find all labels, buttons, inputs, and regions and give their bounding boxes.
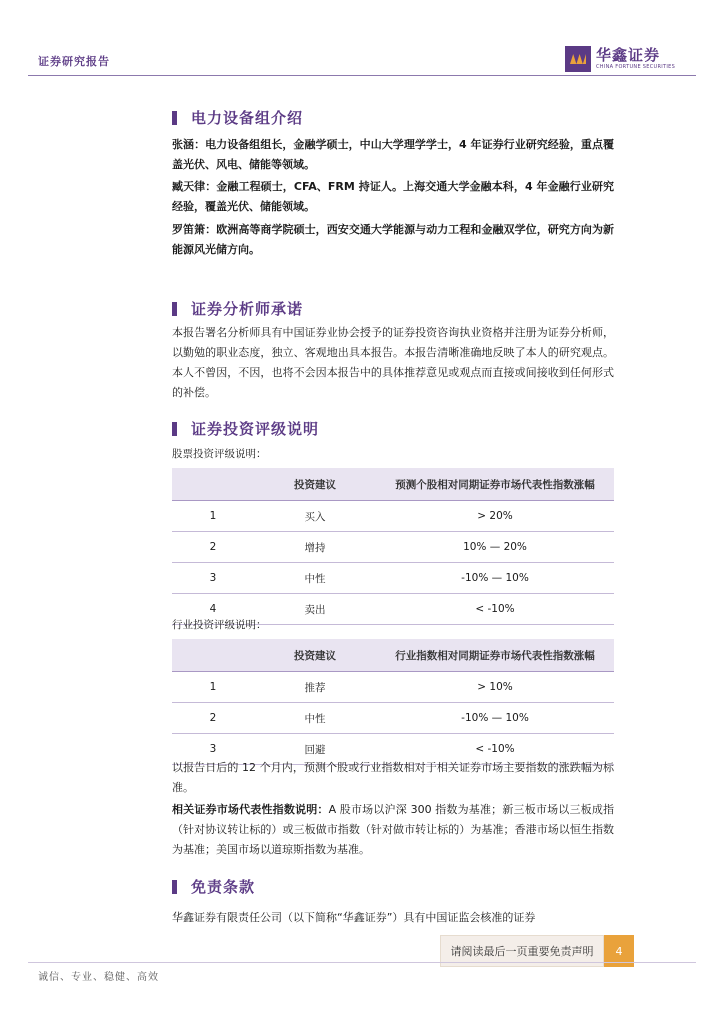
table-row: [172, 501, 614, 532]
section-disclaimer-heading: [172, 876, 255, 897]
section-commitment-heading: [172, 298, 303, 319]
column-header: 投资建议: [254, 639, 376, 672]
stock-rating-table: [172, 468, 614, 625]
table-cell: 买入: [254, 501, 376, 532]
index-explanation: [172, 800, 614, 860]
table-row: [172, 703, 614, 734]
report-type-title: 证券研究报告: [38, 55, 110, 68]
table-header-row: [172, 468, 614, 501]
column-header: 行业指数相对同期证券市场代表性指数涨幅: [376, 639, 614, 672]
index-explanation-label: 相关证券市场代表性指数说明：: [172, 803, 329, 816]
section-marker: [172, 302, 177, 316]
table-cell: 增持: [254, 532, 376, 563]
section-title: 免责条款: [191, 878, 256, 896]
industry-rating-label: 行业投资评级说明：: [172, 619, 267, 631]
disclaimer-text: 华鑫证券有限责任公司（以下简称“华鑫证券”）具有中国证监会核准的证券: [172, 911, 536, 924]
table-cell: < -10%: [376, 734, 614, 765]
table-row: [172, 672, 614, 703]
section-title: 证券投资评级说明: [191, 420, 320, 438]
logo-mark-icon: [565, 46, 591, 72]
member-name: 罗笛箫：: [172, 223, 217, 236]
footer-divider: [28, 962, 696, 963]
table-cell: 2: [172, 703, 254, 734]
table-cell: -10% — 10%: [376, 703, 614, 734]
index-explanation-text: A 股市场以沪深 300 指数为基准；新三板市场以三板成指（针对协议转让标的）或三板做市指数（针对做市转让标的）为基准；香港市场以恒生指数为基准；美国市场以道琼斯指数为基准。: [172, 803, 614, 856]
column-header: 预测个股相对同期证券市场代表性指数涨幅: [376, 468, 614, 501]
table-cell: 1: [172, 501, 254, 532]
team-member-3: [172, 220, 614, 260]
table-cell: 3: [172, 563, 254, 594]
section-marker: [172, 111, 177, 125]
section-title: 证券分析师承诺: [191, 300, 304, 318]
commitment-text: 本报告署名分析师具有中国证券业协会授予的证券投资咨询执业资格并注册为证券分析师，以勤勉的职业态度，独立、客观地出具本报告。本报告清晰准确地反映了本人的研究观点。本人不曾因，不因，也将不会因本报告中的具体推荐意见或观点而直接或间接收到任何形式的补偿。: [172, 326, 614, 399]
table-cell: > 10%: [376, 672, 614, 703]
table-cell: 中性: [254, 563, 376, 594]
table-cell: 推荐: [254, 672, 376, 703]
section-title: 电力设备组介绍: [191, 109, 304, 127]
table-row: [172, 532, 614, 563]
table-cell: 卖出: [254, 594, 376, 625]
team-member-2: [172, 177, 614, 217]
table-header-row: [172, 639, 614, 672]
disclaimer-notice-link[interactable]: 请阅读最后一页重要免责声明: [440, 935, 604, 967]
table-cell: 4: [172, 594, 254, 625]
section-marker: [172, 880, 177, 894]
table-cell: > 20%: [376, 501, 614, 532]
table-cell: 回避: [254, 734, 376, 765]
column-header: 投资建议: [254, 468, 376, 501]
member-desc: 金融工程硕士，CFA、FRM 持证人。上海交通大学金融本科，4 年金融行业研究经验，覆盖光伏、储能领域。: [172, 180, 614, 213]
member-name: 张涵：: [172, 138, 206, 151]
footer-slogan: 诚信、专业、稳健、高效: [38, 972, 159, 983]
table-cell: -10% — 10%: [376, 563, 614, 594]
header-divider: [28, 75, 696, 76]
table-cell: 1: [172, 672, 254, 703]
team-member-1: [172, 135, 614, 175]
section-marker: [172, 422, 177, 436]
rating-period-note: 以报告日后的 12 个月内，预测个股或行业指数相对于相关证券市场主要指数的涨跌幅为标准。: [172, 761, 614, 794]
member-name: 臧天律：: [172, 180, 217, 193]
table-row: [172, 563, 614, 594]
company-logo: [565, 44, 675, 74]
table-cell: 10% — 20%: [376, 532, 614, 563]
table-cell: 3: [172, 734, 254, 765]
table-cell: 中性: [254, 703, 376, 734]
member-desc: 电力设备组组长，金融学硕士，中山大学理学学士，4 年证券行业研究经验，重点覆盖光伏、风电、储能等领域。: [172, 138, 615, 171]
column-header: [172, 468, 254, 501]
table-cell: 2: [172, 532, 254, 563]
stock-rating-label: 股票投资评级说明：: [172, 448, 267, 460]
member-desc: 欧洲高等商学院硕士，西安交通大学能源与动力工程和金融双学位，研究方向为新能源风光储方向。: [172, 223, 615, 256]
column-header: [172, 639, 254, 672]
section-team-heading: [172, 107, 303, 128]
page-number: 4: [604, 935, 634, 967]
logo-name-cn: 华鑫证券: [596, 46, 661, 64]
logo-name-en: CHINA FORTUNE SECURITIES: [596, 64, 676, 70]
industry-rating-table: [172, 639, 614, 765]
section-rating-heading: [172, 418, 319, 439]
table-cell: < -10%: [376, 594, 614, 625]
